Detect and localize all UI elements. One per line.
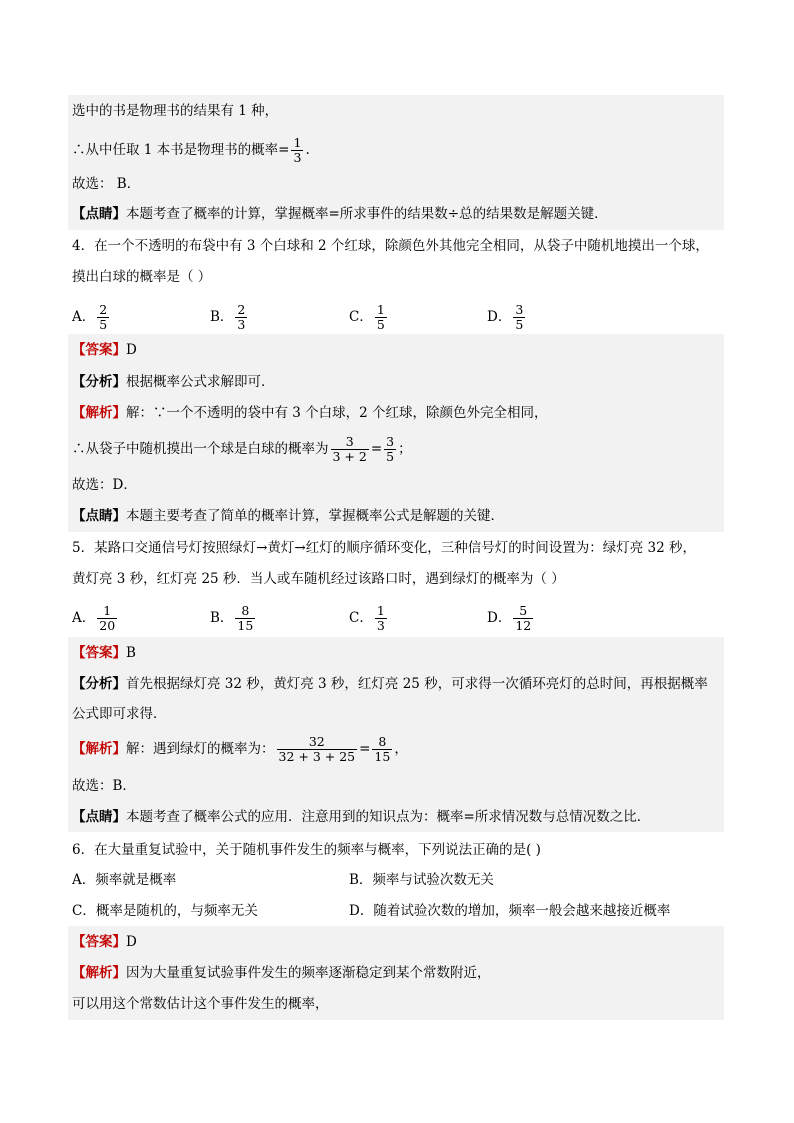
answer-tag: 【答案】 [72,934,126,950]
q6-option-a: A．频率就是概率 [72,872,177,888]
solution-block-q4 [68,334,724,532]
q4-stem-line2: 摸出白球的概率是（ ） [72,269,212,285]
answer-tag: 【答案】 [72,342,126,358]
q6-solution-line2: 可以用这个常数估计这个事件发生的概率， [72,996,329,1012]
q4-dianjing: 【点睛】本题主要考查了简单的概率计算，掌握概率公式是解题的关键． [72,508,504,524]
q6-option-c: C．概率是随机的，与频率无关 [72,903,258,919]
q5-solution: 【解析】解：遇到绿灯的概率为： $\frac{32}{32 + 3 + 25}$ = $\frac{8}{15}$ ， [72,734,408,764]
q3-fraction: $\frac{1}{3}$ [293,135,302,165]
q4-option-d: D． $\frac{3}{5}$ [487,302,524,332]
q3-probability-line: ∴从中任取 1 本书是物理书的概率= $\frac{1}{3}$ . [72,135,310,165]
q5-stem-line1: 5．某路口交通信号灯按照绿灯→黄灯→红灯的顺序循环变化，三种信号灯的时间设置为：绿灯亮 32 秒， [72,540,696,556]
q3-probability-text: ∴从中任取 1 本书是物理书的概率= [72,142,290,158]
q4-option-c: C． $\frac{1}{5}$ [349,302,385,332]
q4-option-a: A． $\frac{2}{5}$ [72,302,108,332]
solution-tag: 【解析】 [72,965,126,981]
dianjing-tag: 【点睛】 [72,508,126,524]
answer-tag: 【答案】 [72,645,126,661]
q5-option-d: D． $\frac{5}{12}$ [487,603,532,633]
q5-fraction-1: $\frac{32}{32 + 3 + 25}$ [278,734,356,764]
q3-choose: 故选： B． [72,176,141,192]
q3-dianjing: 【点睛】本题考查了概率的计算，掌握概率=所求事件的结果数÷总的结果数是解题关键． [72,206,608,222]
q6-stem: 6．在大量重复试验中，关于随机事件发生的频率与概率，下列说法正确的是( ) [72,842,541,858]
q5-option-a: A． $\frac{1}{20}$ [72,603,116,633]
q4-stem-line1: 4．在一个不透明的布袋中有 3 个白球和 2 个红球，除颜色外其他完全相同，从袋子中随机地摸出一个球， [72,238,709,254]
q5-option-b: B． $\frac{8}{15}$ [210,603,254,633]
q6-answer: 【答案】D [72,934,137,950]
q4-fraction-2: $\frac{3}{5}$ [386,434,395,464]
analysis-tag: 【分析】 [72,374,126,390]
q5-choose: 故选：B． [72,778,136,794]
q5-answer: 【答案】B [72,645,136,661]
q4-solution-line2: ∴从袋子中随机摸出一个球是白球的概率为 $\frac{3}{3 + 2}$ = $\frac{3}{5}$ ； [72,434,412,464]
analysis-tag: 【分析】 [72,676,126,692]
q5-analysis-line2: 公式即可求得． [72,706,167,722]
q6-solution-line1: 【解析】因为大量重复试验事件发生的频率逐渐稳定到某个常数附近， [72,965,491,981]
dianjing-tag: 【点睛】 [72,206,126,222]
q3-result-line: 选中的书是物理书的结果有 1 种， [72,103,279,119]
q6-option-b: B．频率与试验次数无关 [349,872,494,888]
solution-tag: 【解析】 [72,741,126,757]
q5-dianjing: 【点睛】本题考查了概率公式的应用．注意用到的知识点为：概率=所求情况数与总情况数之比． [72,809,651,825]
solution-tag: 【解析】 [72,405,126,421]
q4-solution-line1: 【解析】解：∵一个不透明的袋中有 3 个白球，2 个红球，除颜色外完全相同， [72,405,548,421]
q5-analysis-line1: 【分析】首先根据绿灯亮 32 秒，黄灯亮 3 秒，红灯亮 25 秒，可求得一次循环亮灯的总时间，再根据概率 [72,676,708,692]
q4-answer: 【答案】D [72,342,137,358]
q5-fraction-2: $\frac{8}{15}$ [374,734,391,764]
q5-option-c: C． $\frac{1}{3}$ [349,603,385,633]
q4-choose: 故选：D． [72,477,137,493]
q4-fraction-1: $\frac{3}{3 + 2}$ [332,434,367,464]
q6-option-d: D．随着试验次数的增加，频率一般会越来越接近概率 [349,903,671,919]
q4-analysis: 【分析】根据概率公式求解即可． [72,374,275,390]
dianjing-tag: 【点睛】 [72,809,126,825]
q5-stem-line2: 黄灯亮 3 秒，红灯亮 25 秒．当人或车随机经过该路口时，遇到绿灯的概率为（ ） [72,571,565,587]
q4-option-b: B． $\frac{2}{3}$ [210,302,246,332]
